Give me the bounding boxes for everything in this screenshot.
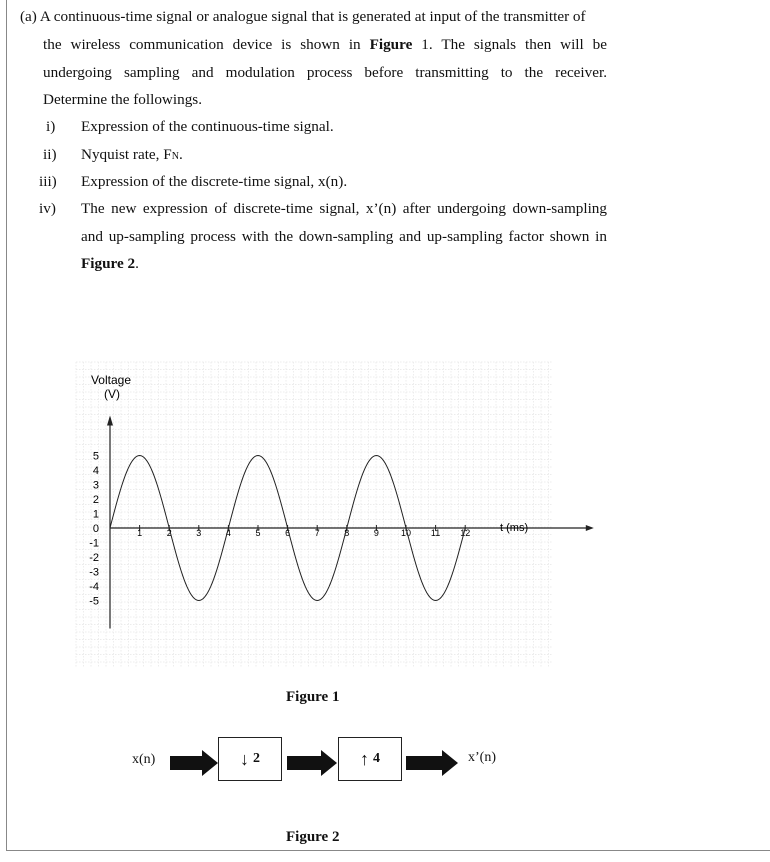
downsampler-block	[218, 737, 282, 781]
intro-line-1: (a) A continuous-time signal or analogue signal that is generated at input of the transmitter of	[20, 8, 586, 25]
x-tick-label: 6	[285, 528, 291, 538]
intro-line-2: the wireless communication device is shown in Figure 1. The signals then will be	[43, 36, 607, 53]
y-tick-label: -4	[89, 581, 99, 593]
item-i-text: Expression of the continuous-time signal.	[81, 118, 334, 135]
y-tick-label: 5	[92, 450, 99, 463]
item-ii-number: ii)	[43, 146, 57, 163]
page-frame-bottom	[6, 850, 770, 851]
x-tick-label: 12	[460, 528, 471, 538]
intro-line-3: undergoing sampling and modulation process before transmitting to the receiver.	[43, 64, 607, 81]
up-arrow-icon: ↑	[360, 748, 369, 769]
x-tick-label: 2	[166, 528, 172, 538]
item-iv-number: iv)	[39, 200, 56, 217]
y-tick-label: 1	[92, 508, 99, 521]
x-tick-label: 8	[344, 528, 350, 538]
upsampler-block	[338, 737, 402, 781]
x-tick-label: 10	[400, 528, 412, 538]
y-tick-label: 0	[92, 523, 99, 535]
x-tick-label: 7	[314, 528, 320, 538]
y-tick-label: -1	[89, 537, 99, 550]
block-arrow-1	[170, 750, 218, 776]
figure-1-caption: Figure 1	[286, 689, 340, 705]
y-tick-label: -3	[89, 566, 99, 579]
input-signal-label: x(n)	[132, 752, 156, 767]
upsample-factor: 4	[373, 751, 380, 766]
item-iv-text-line3: Figure 2.	[81, 255, 139, 272]
x-axis-arrowhead	[586, 525, 594, 531]
item-i-number: i)	[46, 118, 56, 135]
y-tick-label: 2	[92, 494, 99, 506]
x-tick-label: 11	[430, 528, 441, 538]
y-axis-arrowhead	[107, 416, 113, 426]
y-tick-label: -5	[89, 595, 99, 608]
item-iv-text-line2: and up-sampling process with the down-sampling and up-sampling factor shown in	[81, 228, 607, 245]
output-signal-label: x’(n)	[468, 750, 496, 765]
y-tick-label: -2	[89, 552, 99, 564]
x-tick-label: 9	[373, 528, 379, 538]
figure-2-caption: Figure 2	[286, 829, 340, 845]
intro-line-4: Determine the followings.	[43, 91, 203, 108]
x-axis-label: t (ms)	[500, 522, 529, 534]
downsample-factor: 2	[253, 751, 260, 766]
chart-ticks	[89, 451, 470, 608]
item-ii-text: Nyquist rate, FN.	[81, 146, 183, 163]
block-arrow-3	[406, 750, 458, 776]
x-tick-label: 1	[137, 528, 143, 538]
y-axis-label: Voltage	[90, 373, 132, 387]
x-tick-label: 5	[255, 528, 261, 538]
block-arrow-2	[287, 750, 337, 776]
item-iii-number: iii)	[39, 173, 57, 190]
item-iv-text-line1: The new expression of discrete-time signal, x’(n) after undergoing down-sampling	[81, 200, 607, 217]
x-tick-label: 3	[196, 528, 202, 538]
down-arrow-icon: ↓	[240, 748, 249, 769]
item-iii-text: Expression of the discrete-time signal, x(n).	[81, 173, 348, 190]
y-tick-label: 4	[92, 465, 99, 477]
x-tick-label: 4	[225, 528, 231, 538]
y-axis-unit: (V)	[104, 387, 120, 401]
y-tick-label: 3	[92, 479, 99, 492]
chart-grid	[76, 362, 552, 668]
